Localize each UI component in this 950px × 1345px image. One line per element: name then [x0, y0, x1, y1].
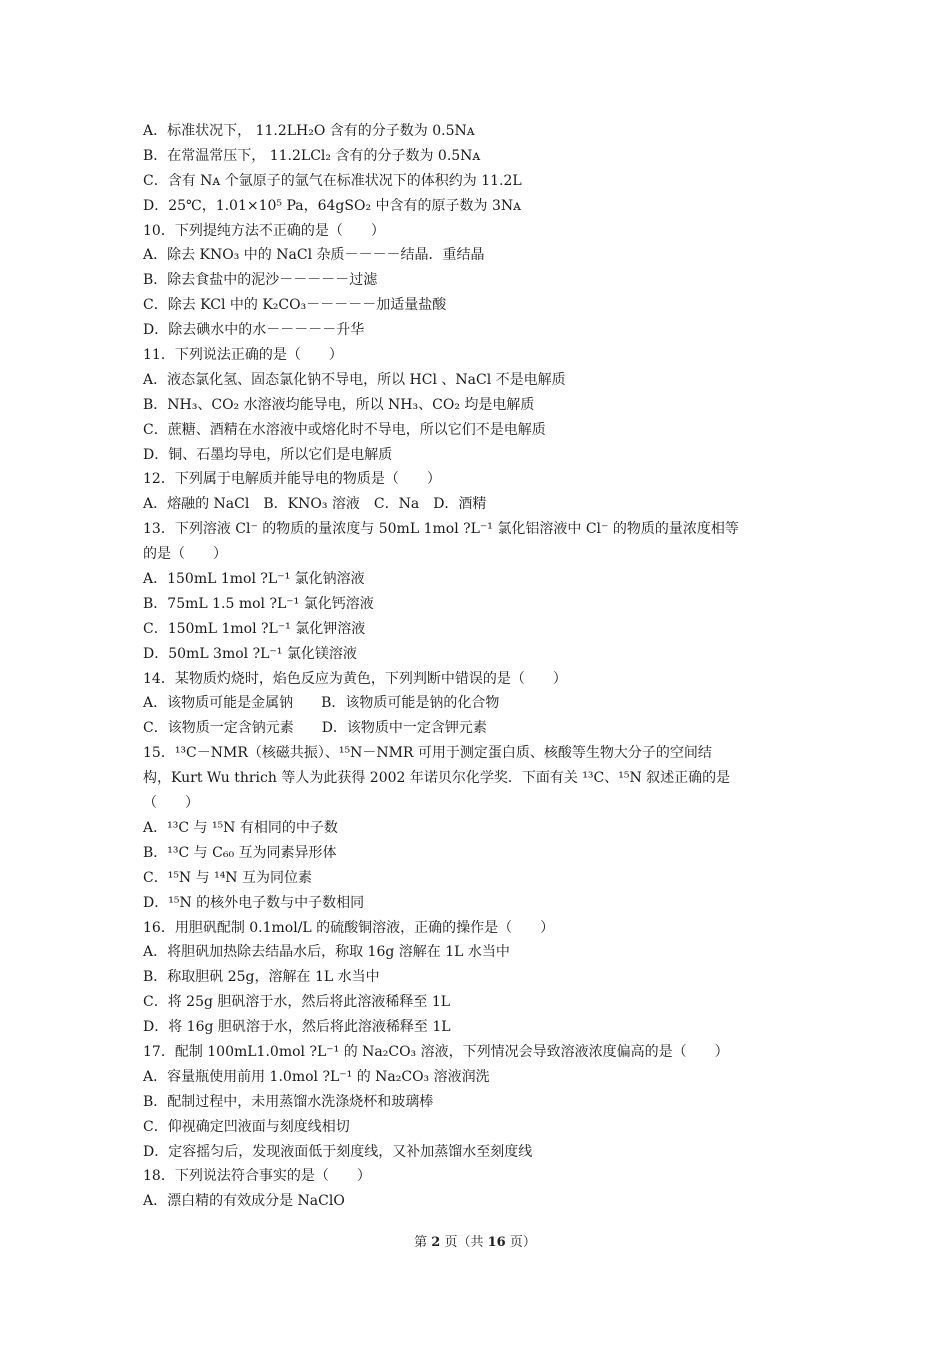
text-line: [143, 891, 803, 916]
line-text: B．称取胆矾 25g，溶解在 1L 水当中: [143, 969, 380, 986]
line-text: A．150mL 1mol ?L⁻¹ 氯化钠溶液: [143, 571, 365, 588]
line-text: C．含有 Nᴀ 个氩原子的氩气在标准状况下的体积约为 11.2L: [143, 172, 522, 189]
line-text: B．¹³C 与 C₆₀ 互为同素异形体: [143, 844, 337, 861]
text-line: [143, 1164, 803, 1189]
footer-page-number: 2: [431, 1235, 441, 1250]
line-text: （ ）: [143, 795, 199, 812]
line-text: D．25℃，1.01×10⁵ Pa，64gSO₂ 中含有的原子数为 3Nᴀ: [143, 197, 522, 214]
text-line: [143, 741, 803, 766]
text-line: [143, 916, 803, 941]
text-line: [143, 691, 803, 716]
line-text: A．熔融的 NaCl B．KNO₃ 溶液 C．Na D．酒精: [143, 496, 487, 513]
text-line: [143, 293, 803, 318]
footer-total-pages: 16: [487, 1235, 506, 1250]
line-text: 14．某物质灼烧时，焰色反应为黄色，下列判断中错误的是（ ）: [143, 670, 567, 687]
text-line: [143, 343, 803, 368]
line-text: B．在常温常压下， 11.2LCl₂ 含有的分子数为 0.5Nᴀ: [143, 147, 481, 164]
text-line: [143, 1090, 803, 1115]
footer-prefix: 第: [414, 1235, 428, 1250]
text-line: [143, 169, 803, 194]
text-line: [143, 866, 803, 891]
line-text: 构，Kurt Wu thrich 等人为此获得 2002 年诺贝尔化学奖．下面有关 ¹³C、¹⁵N 叙述正确的是: [143, 770, 731, 787]
text-line: [143, 467, 803, 492]
text-line: [143, 1140, 803, 1165]
line-text: A．标准状况下， 11.2LH₂O 含有的分子数为 0.5Nᴀ: [143, 123, 475, 139]
text-line: [143, 517, 803, 542]
text-line: [143, 418, 803, 443]
text-line: [143, 667, 803, 692]
text-line: [143, 194, 803, 219]
text-line: [143, 393, 803, 418]
text-line: [143, 318, 803, 343]
line-text: A．液态氯化氢、固态氯化钠不导电，所以 HCl 、NaCl 不是电解质: [143, 371, 566, 388]
line-text: B．配制过程中，未用蒸馏水洗涤烧杯和玻璃棒: [143, 1093, 434, 1110]
text-line: [143, 642, 803, 667]
text-line: [143, 990, 803, 1015]
line-text: B．NH₃、CO₂ 水溶液均能导电，所以 NH₃、CO₂ 均是电解质: [143, 396, 535, 413]
text-line: [143, 841, 803, 866]
line-text: 16．用胆矾配制 0.1mol/L 的硫酸铜溶液，正确的操作是（ ）: [143, 919, 555, 936]
text-line: [143, 368, 803, 393]
line-text: A．容量瓶使用前用 1.0mol ?L⁻¹ 的 Na₂CO₃ 溶液润洗: [143, 1068, 490, 1085]
text-line: [143, 119, 803, 144]
line-text: 18．下列说法符合事实的是（ ）: [143, 1168, 371, 1185]
text-line: [143, 1040, 803, 1065]
text-line: [143, 1189, 803, 1214]
line-text: C．蔗糖、酒精在水溶液中或熔化时不导电，所以它们不是电解质: [143, 421, 546, 438]
line-text: C．该物质一定含钠元素 D．该物质中一定含钾元素: [143, 720, 487, 737]
line-text: 的是（ ）: [143, 546, 227, 563]
line-text: D．除去碘水中的水－－－－－升华: [143, 322, 365, 339]
line-text: D．将 16g 胆矾溶于水，然后将此溶液稀释至 1L: [143, 1019, 451, 1036]
line-text: B．除去食盐中的泥沙－－－－－过滤: [143, 272, 378, 289]
text-line: [143, 592, 803, 617]
line-text: 17．配制 100mL1.0mol ?L⁻¹ 的 Na₂CO₃ 溶液，下列情况会导致溶液浓度偏高的是（ ）: [143, 1043, 729, 1060]
line-text: 10．下列提纯方法不正确的是（ ）: [143, 222, 385, 239]
text-line: [143, 940, 803, 965]
line-text: B．75mL 1.5 mol ?L⁻¹ 氯化钙溶液: [143, 595, 374, 612]
line-text: C．150mL 1mol ?L⁻¹ 氯化钾溶液: [143, 620, 366, 637]
line-text: D．定容摇匀后，发现液面低于刻度线，又补加蒸馏水至刻度线: [143, 1143, 533, 1160]
text-line: [143, 1015, 803, 1040]
line-text: A．该物质可能是金属钠 B．该物质可能是钠的化合物: [143, 695, 500, 712]
line-text: A．将胆矾加热除去结晶水后，称取 16g 溶解在 1L 水当中: [143, 944, 510, 961]
text-line: [143, 144, 803, 169]
text-line: [143, 1115, 803, 1140]
line-text: C．除去 KCl 中的 K₂CO₃－－－－－加适量盐酸: [143, 297, 447, 314]
text-line: [143, 965, 803, 990]
footer-suffix: 页）: [509, 1235, 536, 1250]
line-text: A．除去 KNO₃ 中的 NaCl 杂质－－－－结晶．重结晶: [143, 247, 485, 264]
line-text: 15．¹³C－NMR（核磁共振）、¹⁵N－NMR 可用于测定蛋白质、核酸等生物大分子的空间结: [143, 745, 712, 762]
text-line: [143, 567, 803, 592]
text-line: [143, 492, 803, 517]
text-line: [143, 542, 803, 567]
line-text: D．50mL 3mol ?L⁻¹ 氯化镁溶液: [143, 645, 357, 662]
page-footer: [0, 1231, 950, 1250]
line-text: 12．下列属于电解质并能导电的物质是（ ）: [143, 471, 441, 488]
line-text: 13．下列溶液 Cl⁻ 的物质的量浓度与 50mL 1mol ?L⁻¹ 氯化铝溶液中 Cl⁻ 的物质的量浓度相等: [143, 521, 739, 538]
footer-mid: 页（共: [444, 1235, 484, 1250]
text-line: [143, 1065, 803, 1090]
text-line: [143, 443, 803, 468]
text-line: [143, 219, 803, 244]
text-line: [143, 766, 803, 791]
line-text: A．¹³C 与 ¹⁵N 有相同的中子数: [143, 819, 338, 836]
text-line: [143, 716, 803, 741]
line-text: A．漂白精的有效成分是 NaClO: [143, 1193, 345, 1210]
text-line: [143, 617, 803, 642]
line-text: C．仰视确定凹液面与刻度线相切: [143, 1118, 350, 1135]
line-text: C．¹⁵N 与 ¹⁴N 互为同位素: [143, 869, 313, 886]
text-line: [143, 816, 803, 841]
text-line: [143, 243, 803, 268]
line-text: D．¹⁵N 的核外电子数与中子数相同: [143, 894, 365, 911]
line-text: 11．下列说法正确的是（ ）: [143, 347, 343, 364]
document-body: [143, 119, 803, 1214]
text-line: [143, 268, 803, 293]
line-text: D．铜、石墨均导电，所以它们是电解质: [143, 446, 393, 463]
line-text: C．将 25g 胆矾溶于水，然后将此溶液稀释至 1L: [143, 994, 451, 1011]
text-line: [143, 791, 803, 816]
